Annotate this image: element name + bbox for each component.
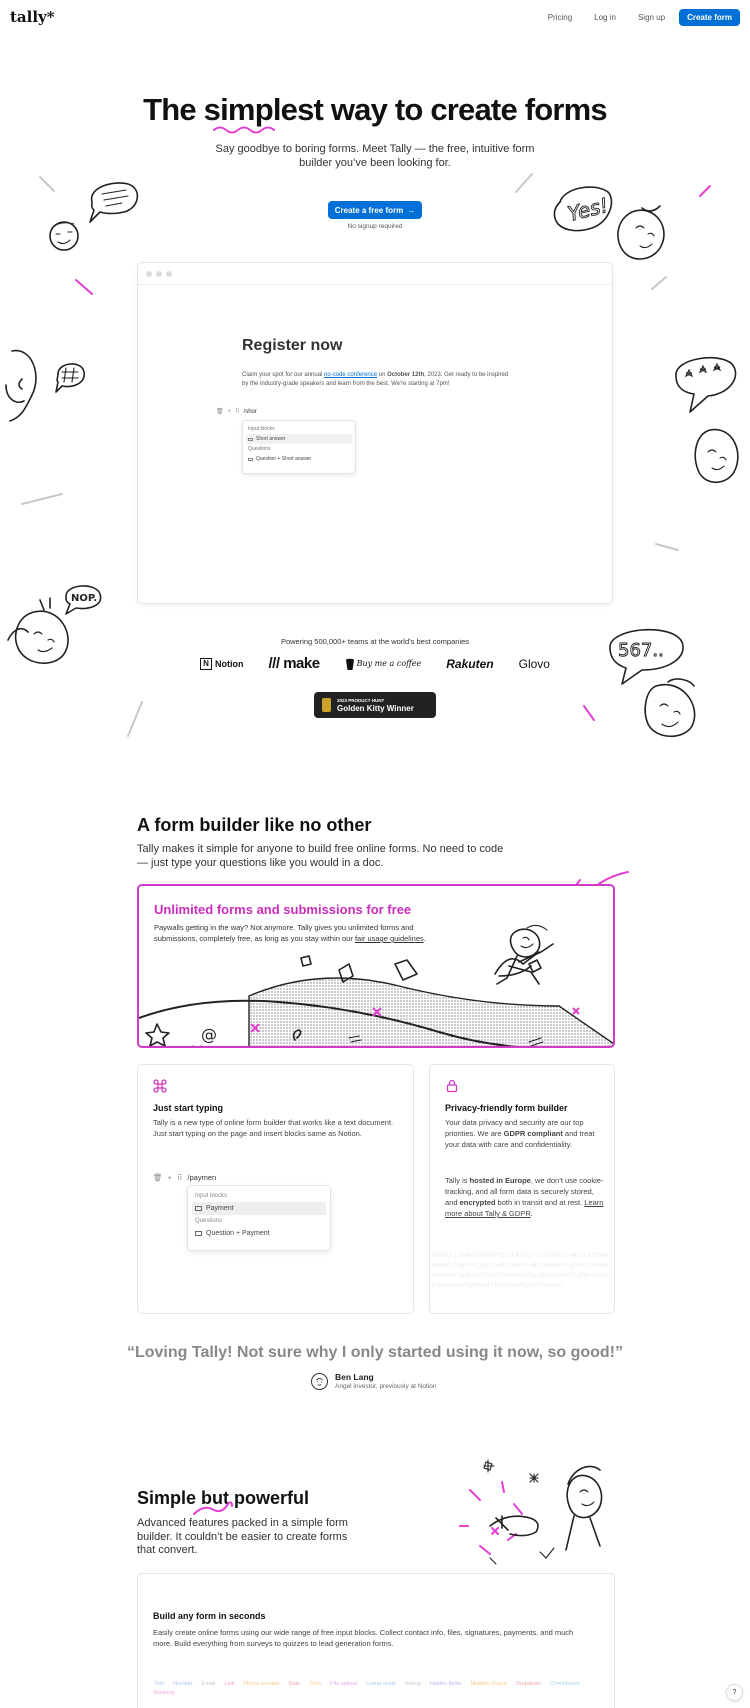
create-free-form-button[interactable] (328, 201, 422, 219)
fair-usage-link[interactable]: fair usage guidelines (354, 934, 424, 943)
input-block-chip: Multiple choice (470, 1681, 507, 1687)
privacy-card-desc-2 (445, 1175, 605, 1219)
gray-dash-icon (20, 492, 66, 506)
privacy-card (429, 1064, 615, 1314)
plus-icon[interactable]: + (167, 1173, 172, 1182)
form-editor-demo (137, 262, 613, 604)
demo-paragraph (242, 371, 512, 389)
s3-title-pre: Simple (137, 1488, 202, 1508)
unlimited-desc-post: . (423, 934, 426, 943)
privacy-card-title: Privacy-friendly form builder (445, 1103, 568, 1113)
input-block-chips (154, 1681, 604, 1696)
gray-dash-icon (654, 540, 682, 554)
badge-bottom-text: Golden Kitty Winner (337, 703, 414, 713)
menu-option-short-answer[interactable] (246, 434, 352, 444)
coffee-cup-icon (345, 657, 355, 671)
s3-title-highlight: but (201, 1488, 230, 1508)
menu-option-label: Payment (206, 1205, 234, 1212)
input-block-chip: Rating (404, 1681, 421, 1687)
speech-bubble-doodle-icon (82, 180, 142, 226)
menu-group-label: Input blocks (248, 426, 275, 432)
window-dot (156, 271, 162, 277)
pink-dash-icon (698, 184, 714, 200)
author-info (335, 1372, 437, 1390)
nav-signup-link[interactable]: Sign up (637, 12, 666, 22)
section-subtitle-powerful: Advanced features packed in a simple form builder. It couldn’t be easier to create forms that convert. (137, 1517, 348, 1556)
privacy-p2-a: Tally is (445, 1176, 470, 1185)
gray-dash-icon (38, 175, 58, 195)
hero-title-pre: The (143, 92, 204, 127)
privacy-p1-pre: Your data privacy and security are our top priorities. We are (445, 1118, 584, 1138)
hero-subtitle: Say goodbye to boring forms. Meet Tally — the free, intuitive form builder you’ve been looking for. (215, 143, 535, 169)
menu-option-label: Question + Short answer (256, 456, 312, 462)
input-block-chip: File upload (330, 1681, 358, 1687)
section-subtitle-builder: Tally makes it simple for anyone to build free online forms. No need to code — just type your questions like you would in a doc. (137, 843, 504, 869)
product-hunt-badge[interactable] (314, 692, 436, 718)
nav-login-link[interactable]: Log in (594, 12, 616, 22)
demo-para-mid: on (377, 372, 388, 378)
face-doodle-icon (690, 424, 742, 488)
input-block-chip: Text (154, 1681, 165, 1687)
demo-block-row (216, 408, 257, 415)
notion-n-icon: N (200, 658, 212, 670)
encrypted-text-background: a8sdLkj3h4kjH8s9d7f6g5h4j3k2l1QZ4xPCn+a8sdLkj3h4kjH8s9d7f6g5h4j3k2l1mNzqWxEr+aB7c8D9e0F1g2H3i4J5k6L7m8N9o0P1q2R3s4T5u6V7w8X9y0Z1a2B3c4D5e6F7g8H9i0J1k2L3m4N5o6P7q8R9s0T1u2V3w4X5y6Z7CnmKvt (432, 1252, 613, 1289)
arrow-right-icon: → (407, 205, 416, 215)
lock-icon (445, 1079, 459, 1093)
payment-card-icon (195, 1231, 202, 1236)
demo-para-link[interactable]: no-code conference (324, 372, 378, 378)
window-dot (166, 271, 172, 277)
pink-dash-icon (74, 278, 96, 298)
badge-top-text: 2023 PRODUCT HUNT (337, 697, 385, 703)
s3-title-post: powerful (229, 1488, 310, 1508)
person-running-doodle-icon (487, 922, 563, 992)
nav-pricing-link[interactable]: Pricing (547, 12, 573, 22)
gray-dash-icon (650, 275, 670, 295)
face-doodle-icon (4, 596, 78, 668)
make-logo-text: make (283, 655, 320, 672)
hero-title-post: way to create forms (323, 92, 607, 127)
just-start-typing-card (137, 1064, 414, 1314)
nav-create-form-button[interactable]: Create form (679, 9, 740, 26)
privacy-p1-bold: GDPR compliant (503, 1129, 563, 1138)
drag-handle-icon[interactable]: ⠿ (176, 1173, 183, 1182)
pink-swirl-underline-icon (192, 1500, 234, 1518)
build-card-title: Build any form in seconds (153, 1611, 266, 1621)
input-block-chip: Phone number (243, 1681, 280, 1687)
no-signup-note: No signup required (347, 223, 403, 230)
demo-para-pre: Claim your spot for our annual (242, 372, 325, 378)
gray-dash-icon (512, 172, 536, 196)
drag-handle-icon[interactable]: ⠿ (235, 409, 240, 415)
avatar (311, 1373, 328, 1390)
make-slash-icon: /// (268, 655, 280, 672)
build-any-form-card (137, 1573, 615, 1708)
demo-heading: Register now (242, 337, 343, 354)
typing-slash-input[interactable]: /paymen (187, 1173, 217, 1182)
window-titlebar (138, 263, 612, 285)
badge-text (337, 698, 414, 713)
trash-icon[interactable]: 🗑 (216, 409, 224, 415)
svg-text:Yes!: Yes! (565, 192, 611, 227)
input-block-chip: Hidden fields (429, 1681, 462, 1687)
privacy-p2-b: hosted in Europe (469, 1176, 531, 1185)
notion-logo-text: Notion (215, 658, 244, 669)
help-button[interactable]: ? (726, 1684, 743, 1701)
powering-heading: Powering 500,000+ teams at the world’s best companies (280, 637, 470, 646)
buymeacoffee-logo (345, 657, 422, 671)
tally-logo[interactable]: tally* (10, 8, 55, 26)
privacy-p2-d: encrypted (459, 1198, 496, 1207)
menu-option-label: Question + Payment (206, 1230, 270, 1237)
menu-option-payment[interactable] (192, 1202, 326, 1215)
yes-bubble-doodle-icon (548, 182, 618, 244)
unlimited-forms-desc (154, 922, 454, 944)
menu-group-label: Input blocks (195, 1193, 228, 1199)
face-doodle-icon (46, 218, 86, 258)
typing-block-row (153, 1173, 216, 1182)
menu-option-question-short-answer[interactable] (246, 454, 352, 464)
nav-links (540, 9, 740, 26)
svg-text:567..: 567.. (618, 640, 664, 661)
face-doodle-icon (612, 204, 672, 266)
menu-option-question-payment[interactable] (192, 1227, 326, 1240)
testimonial-quote: “Loving Tally! Not sure why I only started using it now, so good!” (126, 1344, 623, 1361)
input-block-chip: Email (201, 1681, 216, 1687)
medal-icon (322, 698, 331, 712)
section-title-builder: A form builder like no other (137, 815, 372, 835)
unlimited-desc-pre: Paywalls getting in the way? Not anymore. Tally gives you unlimited forms and submissions, completely free, as long as you stay within our (154, 923, 414, 943)
top-nav (0, 0, 750, 34)
gdpr-link[interactable]: Learn more about Tally & GDPR (445, 1198, 604, 1218)
company-logos (200, 655, 550, 672)
demo-slash-input[interactable]: /shor (243, 408, 257, 415)
pink-dash-icon (582, 704, 598, 724)
hand-sparkles-doodle-icon (450, 1456, 620, 1566)
demo-para-bold: October 12th (387, 372, 425, 378)
menu-option-label: Short answer (256, 436, 286, 442)
privacy-card-desc (445, 1117, 605, 1150)
menu-group-label: Questions (248, 446, 271, 452)
unlimited-forms-title: Unlimited forms and submissions for free (154, 902, 412, 917)
typing-card-title: Just start typing (153, 1103, 224, 1113)
author-name: Ben Lang (335, 1372, 374, 1382)
menu-group-label: Questions (195, 1218, 223, 1224)
testimonial-author (311, 1372, 437, 1390)
notion-logo (200, 658, 244, 670)
privacy-p2-c: , we don’t use cookie-tracking, and all form data is securely stored, and (445, 1176, 604, 1207)
input-block-chip: Date (288, 1681, 301, 1687)
typing-command-menu (187, 1185, 331, 1251)
typing-card-desc: Tally is a new type of online form builder that works like a text document. Just start typing on the page and insert blocks same as Notion. (153, 1118, 394, 1138)
demo-command-menu (242, 420, 356, 474)
input-block-chip: Time (309, 1681, 322, 1687)
make-logo (269, 655, 320, 672)
trash-icon[interactable]: 🗑 (153, 1173, 163, 1182)
payment-card-icon (195, 1206, 202, 1211)
hero-title (0, 92, 750, 128)
short-answer-icon (248, 438, 253, 441)
glovo-logo: Glovo (518, 656, 550, 671)
bmc-logo-text: Buy me a coffee (356, 659, 422, 668)
input-block-chip: Number (173, 1681, 193, 1687)
svg-text:@: @ (201, 1025, 217, 1044)
privacy-p2-e: both in transit and at rest. (495, 1198, 585, 1207)
plus-icon[interactable]: + (227, 408, 232, 415)
squiggle-underline-icon (212, 124, 278, 134)
input-block-chip: Dropdown (515, 1681, 542, 1687)
demo-para-post: , 2023. Get ready to be inspired by the industry-grade speakers and learn from the best. We're starting at 7pm! (242, 372, 509, 387)
create-free-form-label: Create a free form (334, 205, 404, 215)
unlimited-forms-card (137, 884, 615, 1048)
stars-bubble-doodle-icon (668, 352, 740, 416)
short-answer-icon (248, 458, 253, 461)
scribble-doodle-icon (2, 345, 44, 427)
face-doodle-icon (638, 676, 702, 742)
rakuten-logo: Rakuten (446, 656, 494, 671)
window-dot (146, 271, 152, 277)
hash-bubble-doodle-icon (52, 360, 88, 394)
privacy-p1-post: and treat your data with care and confidentiality. (445, 1129, 595, 1149)
input-block-chip: Linear scale (366, 1681, 396, 1687)
input-block-chip: Link (224, 1681, 235, 1687)
build-card-desc: Easily create online forms using our wide range of free input blocks. Collect contact info, files, signatures, payments, and much more. Build everything from surveys to quizzes to lead generation forms. (153, 1628, 574, 1648)
gray-dash-icon (124, 700, 146, 740)
svg-text:NOP.: NOP. (71, 593, 98, 604)
input-block-chip: Checkboxes (550, 1681, 581, 1687)
hero-title-highlight: simplest (203, 92, 324, 127)
author-role: Angel investor, previously at Notion (335, 1383, 437, 1390)
privacy-p2-f: . (530, 1209, 533, 1218)
command-key-icon (153, 1079, 167, 1093)
input-block-chip: Ranking (154, 1690, 175, 1696)
